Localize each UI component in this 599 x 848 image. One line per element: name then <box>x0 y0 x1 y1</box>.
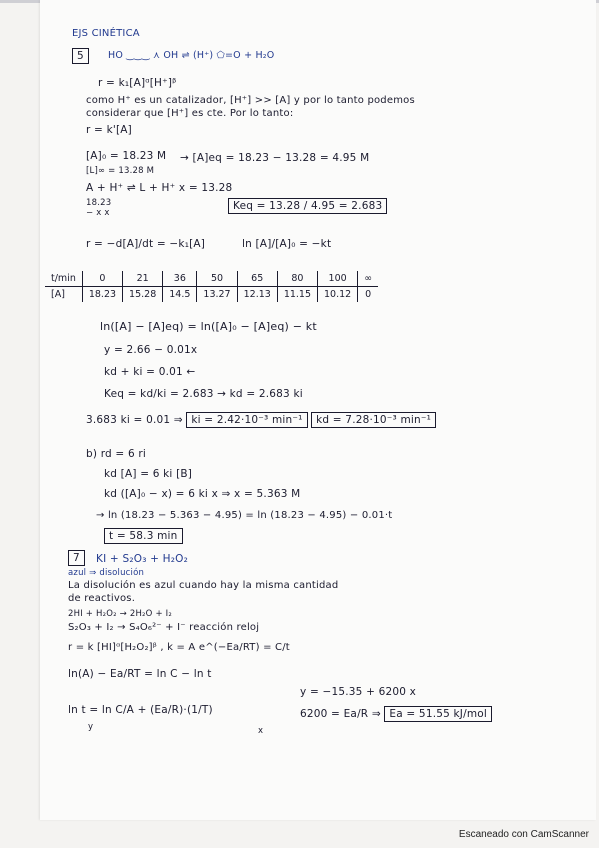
log-equation: ln(A) − Ea/RT = ln C − ln t <box>68 668 212 680</box>
problem-7-reaction: KI + S₂O₃ + H₂O₂ <box>96 553 189 565</box>
linear-fit: y = −15.35 + 6200 x <box>300 686 417 698</box>
table-cell: 11.15 <box>277 287 317 303</box>
keq-result: Keq = 13.28 / 4.95 = 2.683 <box>228 200 387 212</box>
rate-law: r = k'[A] <box>86 124 132 136</box>
table-cell: 0 <box>365 289 372 300</box>
table-header-cell: t/min <box>45 271 82 287</box>
table-header-cell: 100 <box>318 271 358 287</box>
table-cell: 18.23 <box>82 287 122 303</box>
part-b-label: b) rd = 6 ri <box>86 448 147 460</box>
text-line: de reactivos. <box>68 593 136 604</box>
final-concentration: [L]∞ = 13.28 M <box>86 166 155 176</box>
rate-constant-sum: kd + ki = 0.01 ← <box>104 366 196 378</box>
keq-relation: Keq = kd/ki = 2.683 → kd = 2.683 ki <box>104 388 303 400</box>
rate-expression: r = −d[A]/dt = −k₁[A] <box>86 238 206 250</box>
ice-change: − x x <box>86 208 110 218</box>
kinetics-table <box>45 271 378 302</box>
time-result: t = 58.3 min <box>104 530 183 542</box>
table-cell: 12.13 <box>237 287 277 303</box>
table-row <box>45 271 378 287</box>
table-cell: 10.12 <box>318 287 358 303</box>
problem-5-reaction: HO ‿‿‿ ⋏ OH ⇌ (H⁺) ⬠=O + H₂O <box>108 50 275 61</box>
problem-7-number: 7 <box>68 552 85 564</box>
table-cell: 15.28 <box>123 287 163 303</box>
x-variable-label: x <box>258 726 264 736</box>
integrated-rate-law: ln [A]/[A]₀ = −kt <box>242 238 332 250</box>
table-header-cell: 65 <box>237 271 277 287</box>
linearized-equation: ln t = ln C/A + (Ea/R)·(1/T) <box>68 704 213 716</box>
table-cell: 14.5 <box>163 287 197 303</box>
solve-text: 3.683 ki = 0.01 ⇒ <box>86 414 183 426</box>
problem-7-note: azul ⇒ disolución <box>68 568 145 578</box>
ice-initial: 18.23 <box>86 198 112 208</box>
equilibrium-reaction: A + H⁺ ⇌ L + H⁺ x = 13.28 <box>86 182 233 194</box>
slope-text: 6200 = Ea/R ⇒ <box>300 708 381 720</box>
table-header-cell: 36 <box>163 271 197 287</box>
kd-result: kd = 7.28·10⁻³ min⁻¹ <box>311 412 436 428</box>
part-b-equation: → ln (18.23 − 5.363 − 4.95) = ln (18.23 − 4.95) − 0.01·t <box>96 510 393 521</box>
problem-5-number: 5 <box>72 50 89 62</box>
linearized-equation: ln([A] − [A]eq) = ln([A]₀ − [A]eq) − kt <box>100 320 317 333</box>
linear-fit: y = 2.66 − 0.01x <box>104 344 198 356</box>
table-header-cell: ∞ <box>358 271 378 287</box>
table-header-cell: 21 <box>123 271 163 287</box>
page-title: EJS CINÉTICA <box>72 28 140 39</box>
table-row <box>45 287 378 303</box>
solve-line <box>86 414 436 426</box>
table-cell: 13.27 <box>197 287 237 303</box>
part-b-equation: kd ([A]₀ − x) = 6 ki x ⇒ x = 5.363 M <box>104 488 301 500</box>
rate-law: r = k [HI]ᵅ[H₂O₂]ᵝ , k = A e^(−Ea/RT) = C/t <box>68 642 290 653</box>
initial-concentration: [A]₀ = 18.23 M <box>86 150 167 162</box>
table-row-label: [A] <box>45 287 82 303</box>
part-b-equation: kd [A] = 6 ki [B] <box>104 468 193 480</box>
text-line: La disolución es azul cuando hay la misma cantidad <box>68 580 339 591</box>
scanner-watermark: Escaneado con CamScanner <box>458 829 589 840</box>
table-header-cell: 80 <box>277 271 317 287</box>
ki-result: ki = 2.42·10⁻³ min⁻¹ <box>186 412 307 428</box>
text-line: considerar que [H⁺] es cte. Por lo tanto: <box>86 108 294 119</box>
equilibrium-concentration: → [A]eq = 18.23 − 13.28 = 4.95 M <box>180 152 370 164</box>
rate-law: r = k₁[A]ᵅ[H⁺]ᵝ <box>98 77 177 89</box>
reaction-step: S₂O₃ + I₂ → S₄O₆²⁻ + I⁻ reacción reloj <box>68 622 260 633</box>
text-line: como H⁺ es un catalizador, [H⁺] >> [A] y por lo tanto podemos <box>86 95 415 106</box>
reaction-step: 2HI + H₂O₂ → 2H₂O + I₂ <box>68 609 172 619</box>
activation-energy-result: Ea = 51.55 kJ/mol <box>384 706 492 722</box>
table-header-cell: 50 <box>197 271 237 287</box>
y-variable-label: y <box>88 722 94 732</box>
table-header-cell: 0 <box>82 271 122 287</box>
slope-line <box>300 708 492 720</box>
